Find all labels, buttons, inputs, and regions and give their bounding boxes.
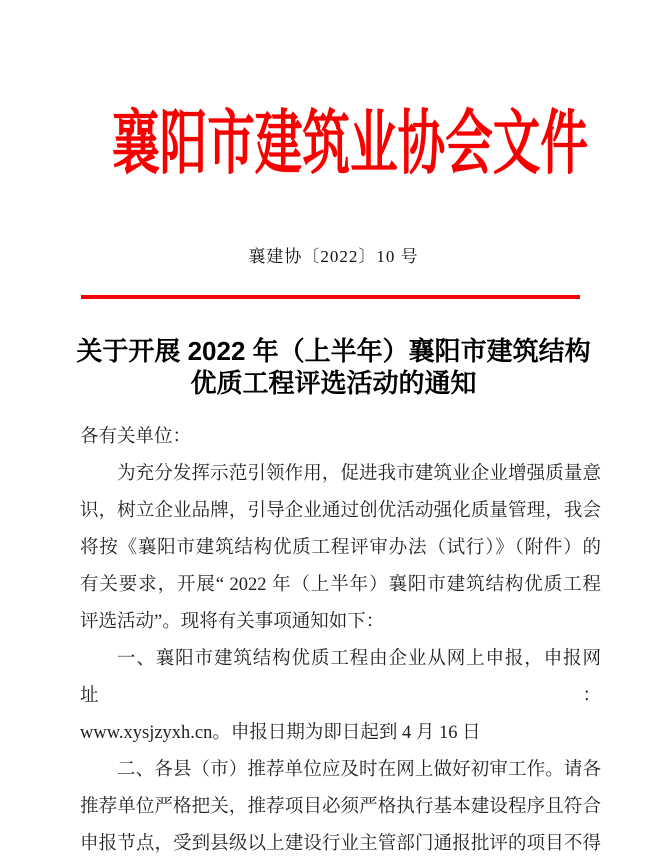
body-line: 申报节点，受到县级以上建设行业主管部门通报批评的项目不得 — [80, 834, 601, 854]
document-body — [80, 419, 601, 863]
body-line: 评选活动”。现将有关事项通知如下： — [80, 612, 385, 632]
body-line: 推荐单位严格把关，推荐项目必须严格执行基本建设程序且符合 — [80, 797, 601, 817]
body-line: 将按《襄阳市建筑结构优质工程评审办法（试行）》（附件）的 — [80, 538, 601, 558]
notice-title — [40, 335, 627, 399]
notice-title-line-2: 优质工程评选活动的通知 — [190, 368, 477, 398]
body-line: 识，树立企业品牌，引导企业通过创优活动强化质量管理，我会 — [80, 501, 601, 521]
body-line: 有关要求，开展“ 2022 年（上半年）襄阳市建筑结构优质工程 — [80, 575, 601, 595]
body-line: 一、襄阳市建筑结构优质工程由企业从网上申报，申报网址： — [80, 649, 601, 706]
body-line: 二、各县（市）推荐单位应及时在网上做好初审工作。请各 — [117, 760, 601, 780]
notice-title-line-1: 关于开展 2022 年（上半年）襄阳市建筑结构 — [76, 336, 591, 366]
red-divider-line — [81, 295, 580, 299]
body-line: 为充分发挥示范引领作用，促进我市建筑业企业增强质量意 — [117, 464, 601, 484]
salutation: 各有关单位： — [80, 427, 192, 447]
masthead-title — [0, 103, 667, 187]
document-number: 襄建协〔2022〕10 号 — [248, 247, 419, 266]
masthead-title-text: 襄阳市建筑业协会文件 — [112, 106, 588, 183]
body-line-with-url: www.xysjzyxh.cn。申报日期为即日起到 4 月 16 日 — [80, 723, 481, 743]
